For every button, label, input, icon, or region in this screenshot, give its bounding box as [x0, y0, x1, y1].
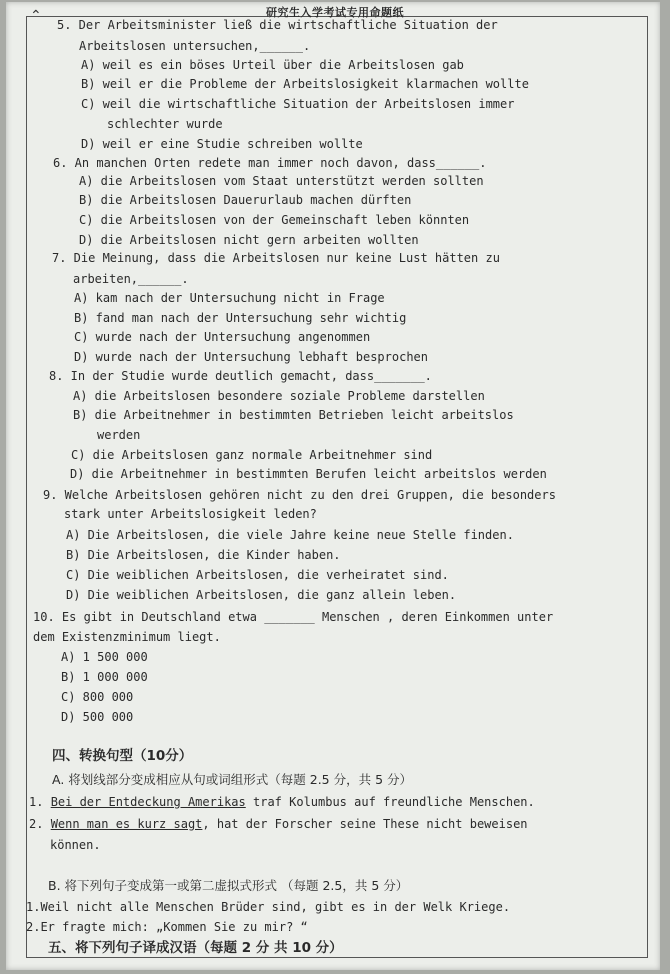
q9-stem: 9. Welche Arbeitslosen gehören nicht zu den drei Gruppen, die besonders — [43, 488, 556, 502]
a1-sentence — [29, 795, 535, 809]
q8-option-d: D) die Arbeitnehmer in bestimmten Berufen leicht arbeitslos werden — [70, 467, 547, 481]
a1-rest: traf Kolumbus auf freundliche Menschen. — [245, 795, 535, 809]
a2-rest: , hat der Forscher seine These nicht beweisen — [202, 817, 528, 831]
q6-stem: 6. An manchen Orten redete man immer noch davon, dass______. — [53, 156, 487, 170]
q10-option-c: C) 800 000 — [61, 690, 134, 704]
a1-number: 1. — [29, 795, 44, 809]
q9-stem-cont: stark unter Arbeitslosigkeit leden? — [64, 507, 317, 521]
q10-stem: 10. Es gibt in Deutschland etwa _______ Menschen , deren Einkommen unter — [33, 610, 554, 624]
q7-option-d: D) wurde nach der Untersuchung lebhaft besprochen — [74, 350, 429, 364]
q6-option-b: B) die Arbeitslosen Dauerurlaub machen dürften — [79, 193, 412, 207]
q8-option-b-cont: werden — [97, 428, 141, 442]
section4-title: 四、转换句型（10分） — [52, 748, 193, 764]
q5-option-c-cont: schlechter wurde — [107, 117, 223, 131]
q5-stem: 5. Der Arbeitsminister ließ die wirtschaftliche Situation der — [57, 18, 498, 32]
q9-option-d: D) Die weiblichen Arbeitslosen, die ganz allein leben. — [66, 588, 457, 602]
a2-underlined: Wenn man es kurz sagt — [50, 817, 203, 831]
q5-stem-cont: Arbeitslosen untersuchen,______. — [79, 39, 311, 53]
b2-sentence: 2.Er fragte mich: „Kommen Sie zu mir? “ — [26, 920, 308, 934]
q10-option-b: B) 1 000 000 — [61, 670, 148, 684]
q8-option-b: B) die Arbeitnehmer in bestimmten Betrieben leicht arbeitslos — [73, 408, 514, 422]
q9-option-b: B) Die Arbeitslosen, die Kinder haben. — [66, 548, 341, 562]
q7-stem-cont: arbeiten,______. — [73, 272, 189, 286]
q5-option-c: C) weil die wirtschaftliche Situation der Arbeitslosen immer — [81, 97, 515, 111]
a2-sentence-cont: können. — [50, 838, 101, 852]
a2-number: 2. — [29, 817, 44, 831]
q6-option-c: C) die Arbeitslosen von der Gemeinschaft leben könnten — [79, 213, 470, 227]
q10-option-a: A) 1 500 000 — [61, 650, 148, 664]
q6-option-a: A) die Arbeitslosen vom Staat unterstützt werden sollten — [79, 174, 484, 188]
q7-stem: 7. Die Meinung, dass die Arbeitslosen nur keine Lust hätten zu — [52, 251, 500, 265]
q7-option-c: C) wurde nach der Untersuchung angenommen — [74, 330, 371, 344]
q7-option-a: A) kam nach der Untersuchung nicht in Frage — [74, 291, 385, 305]
q10-stem-cont: dem Existenzminimum liegt. — [33, 630, 221, 644]
b1-sentence: 1.Weil nicht alle Menschen Brüder sind, gibt es in der Welk Kriege. — [26, 900, 511, 914]
a2-sentence — [29, 817, 528, 831]
section5-title: 五、将下列句子译成汉语（每题 2 分 共 10 分） — [48, 940, 343, 956]
q9-option-c: C) Die weiblichen Arbeitslosen, die verheiratet sind. — [66, 568, 449, 582]
q8-option-c: C) die Arbeitslosen ganz normale Arbeitnehmer sind — [71, 448, 433, 462]
a1-underlined: Bei der Entdeckung Amerikas — [50, 795, 246, 809]
q8-stem: 8. In der Studie wurde deutlich gemacht, dass_______. — [49, 369, 432, 383]
section4-part-b: B. 将下列句子变成第一或第二虚拟式形式 （每题 2.5，共 5 分） — [48, 878, 409, 893]
q5-option-d: D) weil er eine Studie schreiben wollte — [81, 137, 363, 151]
q10-option-d: D) 500 000 — [61, 710, 134, 724]
section4-part-a: A. 将划线部分变成相应从句或词组形式（每题 2.5 分，共 5 分） — [52, 772, 413, 787]
q8-option-a: A) die Arbeitslosen besondere soziale Probleme darstellen — [73, 389, 485, 403]
q6-option-d: D) die Arbeitslosen nicht gern arbeiten wollten — [79, 233, 419, 247]
page-header: 研究生入学考试专用命题纸 — [266, 6, 404, 19]
q9-option-a: A) Die Arbeitslosen, die viele Jahre keine neue Stelle finden. — [66, 528, 514, 542]
q7-option-b: B) fand man nach der Untersuchung sehr wichtig — [74, 311, 407, 325]
q5-option-a: A) weil es ein böses Urteil über die Arbeitslosen gab — [81, 58, 464, 72]
q5-option-b: B) weil er die Probleme der Arbeitslosigkeit klarmachen wollte — [81, 77, 529, 91]
corner-mark: ⌃ — [30, 8, 42, 24]
